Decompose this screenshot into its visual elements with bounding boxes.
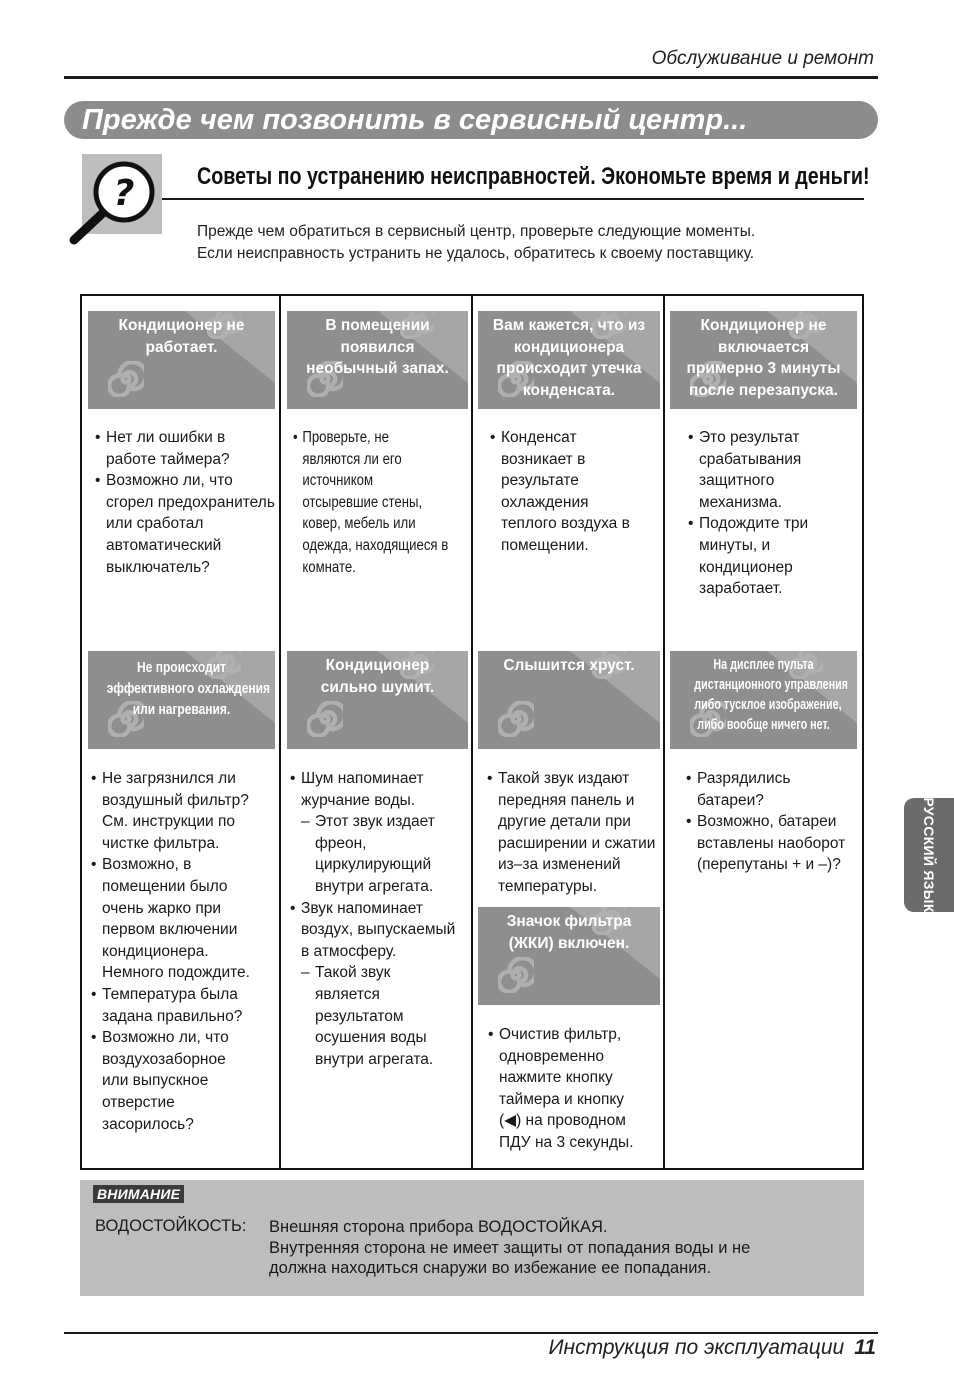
solution-line: результате <box>501 472 579 490</box>
magnifier-question-icon <box>64 158 164 248</box>
solution-line: вставлены наоборот <box>697 834 846 852</box>
solution-line: в атмосферу. <box>301 942 397 960</box>
problem-header <box>287 651 468 749</box>
solution-line: таймера и кнопку <box>499 1090 625 1108</box>
solution-line: работе таймера? <box>106 450 230 468</box>
caution-line: Внутренняя сторона не имеет защиты от попадания воды и не <box>269 1238 751 1257</box>
solution-line: • Шум напоминает <box>301 770 424 787</box>
solution-line: • Проверьте, не <box>302 429 389 446</box>
problem-header <box>478 907 660 1005</box>
solution-line: заработает. <box>699 580 783 598</box>
solution-line: • Очистив фильтр, <box>499 1026 622 1043</box>
solution-list <box>91 768 250 1135</box>
solution-line: ковер, мебель или <box>302 515 416 533</box>
caution-text <box>269 1217 750 1279</box>
problem-title-line: В помещении <box>325 317 430 334</box>
solution-line: воздухозаборное <box>102 1050 226 1068</box>
spiral-icon <box>498 957 534 993</box>
solution-line: внутри агрегата. <box>315 877 434 895</box>
solution-list <box>488 1024 634 1154</box>
solution-line: или сработал <box>106 515 204 533</box>
solution-line: внутри агрегата. <box>315 1050 434 1068</box>
solution-line: • Нет ли ошибки в <box>106 429 226 446</box>
solution-item <box>95 427 275 470</box>
solution-list <box>688 427 808 600</box>
solution-line: первом включении <box>102 921 238 939</box>
solution-line: теплого воздуха в <box>501 515 630 533</box>
solution-item <box>91 768 250 854</box>
problem-title-line: Кондиционер <box>325 657 430 674</box>
problem-title-line: Не происходит <box>137 659 226 676</box>
solution-line: циркулирующий <box>315 856 432 874</box>
subtitle-divider <box>162 198 864 200</box>
solution-line: автоматический <box>106 536 222 554</box>
problem-title <box>694 651 848 735</box>
dash-marker: – <box>301 964 310 982</box>
solution-line: передняя панель и <box>498 791 635 809</box>
problem-title-line: Вам кажется, что из <box>492 317 646 334</box>
problem-title-line: Кондиционер не <box>700 317 827 334</box>
problem-header <box>670 651 857 749</box>
solution-line: • Звук напоминает <box>301 899 423 917</box>
problem-title <box>478 651 660 677</box>
solution-list <box>686 768 845 876</box>
caution-box <box>80 1180 864 1296</box>
svg-text:?: ? <box>113 173 135 214</box>
solution-line: другие детали при <box>498 813 631 831</box>
solution-line: • Конденсат <box>501 429 577 446</box>
solution-line: одновременно <box>499 1047 604 1065</box>
solution-list <box>487 768 655 898</box>
solution-line: очень жарко при <box>102 899 222 917</box>
problem-header <box>88 651 275 749</box>
solution-item <box>290 768 455 898</box>
problem-title-line: кондиционера <box>513 338 625 356</box>
solution-line: • Такой звук издают <box>498 770 630 787</box>
caution-line: должна находиться снаружи во избежание ее попадания. <box>269 1259 712 1277</box>
solution-line: помещении было <box>102 877 228 895</box>
solution-line: температуры. <box>498 877 598 895</box>
solution-line: из–за изменений <box>498 856 621 874</box>
problem-title <box>88 311 275 358</box>
solution-line: защитного <box>699 472 775 490</box>
solution-line: минуты, и <box>699 536 771 554</box>
intro-line: Прежде чем обратиться в сервисный центр, проверьте следующие моменты. <box>197 223 756 240</box>
page-title: Прежде чем позвонить в сервисный центр... <box>82 104 748 136</box>
section-label: Обслуживание и ремонт <box>651 48 874 69</box>
solution-line: Немного подождите. <box>102 964 250 982</box>
problem-title-line: включается <box>717 338 810 356</box>
solution-line: (◀) на проводном <box>499 1112 626 1130</box>
solution-item <box>95 470 275 578</box>
solution-line: помещении. <box>501 536 589 554</box>
solution-item <box>91 1027 250 1135</box>
solution-line: отверстие <box>102 1093 175 1111</box>
problem-title <box>478 907 660 954</box>
problem-title-line: Слышится хруст. <box>503 657 635 674</box>
solution-item <box>686 811 845 876</box>
problem-title-line: либо вообще ничего нет. <box>697 717 830 733</box>
problem-title-line: работает. <box>145 338 218 356</box>
solution-line: воздух, выпускаемый <box>301 921 456 939</box>
problem-header <box>478 651 660 749</box>
solution-line: засорилось? <box>102 1115 194 1133</box>
solution-line: • Это результат <box>699 429 800 446</box>
magnifier-question-icon-box <box>82 154 162 234</box>
footer-text: Инструкция по эксплуатации <box>548 1336 845 1359</box>
problem-header <box>287 311 468 409</box>
solution-line: нажмите кнопку <box>499 1069 613 1087</box>
solution-line: источником <box>302 472 374 490</box>
page-number: 11 <box>854 1336 876 1359</box>
solution-line: (перепутаны + и –)? <box>697 856 841 874</box>
solution-line: • Температура была <box>102 985 238 1003</box>
column-divider <box>663 294 665 1170</box>
problem-title-line: Значок фильтра <box>506 913 632 930</box>
solution-line: одежда, находящиеся в <box>302 536 449 554</box>
problem-title-line: либо тусклое изображение, <box>694 697 842 713</box>
solution-line: результатом <box>315 1007 404 1025</box>
problem-title-line: (ЖКИ) включен. <box>508 934 630 952</box>
solution-list <box>293 427 448 578</box>
solution-line: отсыревшие стены, <box>302 493 423 511</box>
solution-item <box>91 984 250 1027</box>
solution-line: срабатывания <box>699 450 802 468</box>
solution-line: журчание воды. <box>301 791 416 809</box>
solution-item <box>686 768 845 811</box>
solution-line: • Возможно, в <box>102 856 192 874</box>
problem-title-line: примерно 3 минуты <box>686 360 841 377</box>
solution-line: • Подождите три <box>699 515 809 533</box>
subtitle: Советы по устранению неисправностей. Экономьте время и деньги! <box>197 163 870 190</box>
top-divider <box>64 76 878 79</box>
problem-title-line: после перезапуска. <box>689 381 838 399</box>
page-title-bar <box>64 101 878 139</box>
solution-line: • Возможно ли, что <box>102 1029 229 1047</box>
problem-title <box>670 311 857 401</box>
problem-title-line: дистанционного управления <box>694 677 848 693</box>
solution-line: • Разрядились <box>697 770 791 787</box>
dash-marker: – <box>301 813 310 831</box>
solution-line: ПДУ на 3 секунды. <box>499 1133 634 1151</box>
solution-item <box>688 427 808 513</box>
solution-line: воздушный фильтр? <box>102 791 249 809</box>
solution-subitem <box>301 811 455 897</box>
solution-line: сгорел предохранитель <box>106 493 275 511</box>
caution-line: Внешняя сторона прибора ВОДОСТОЙКАЯ. <box>269 1218 608 1236</box>
solution-item <box>290 898 455 1071</box>
solution-item <box>91 854 250 984</box>
solution-line: батареи? <box>697 791 764 809</box>
solution-line: охлаждения <box>501 493 589 511</box>
problem-title-line: необычный запах. <box>306 360 449 377</box>
problem-title-line: появился <box>340 338 415 356</box>
page-footer <box>548 1336 876 1360</box>
spiral-icon <box>108 361 144 397</box>
solution-line: комнате. <box>302 558 356 576</box>
spiral-icon <box>307 701 343 737</box>
column-divider <box>279 294 281 1170</box>
solution-line: • Возможно ли, что <box>106 472 233 490</box>
intro-line: Если неисправность устранить не удалось, обратитесь к своему поставщику. <box>197 245 755 262</box>
caution-tag: ВНИМАНИЕ <box>93 1185 184 1203</box>
solution-line: расширении и сжатии <box>498 834 656 852</box>
problem-title-line: На дисплее пульта <box>713 657 814 673</box>
solution-line: чистке фильтра. <box>102 834 220 852</box>
solution-line: кондиционера. <box>102 942 209 960</box>
solution-list <box>95 427 275 578</box>
problem-title-line: или нагревания. <box>132 701 231 718</box>
problem-header <box>478 311 660 409</box>
problem-title-line: конденсата. <box>522 381 616 399</box>
solution-line: являются ли его <box>302 450 402 468</box>
problem-title-line: эффективного охлаждения <box>106 680 270 697</box>
solution-list <box>290 768 455 1070</box>
spiral-icon <box>498 701 534 737</box>
problem-title <box>287 651 468 698</box>
solution-line: См. инструкции по <box>102 813 236 831</box>
intro-text <box>197 221 755 265</box>
problem-title-line: происходит утечка <box>496 360 642 377</box>
solution-item <box>293 427 448 578</box>
problem-title-line: сильно шумит. <box>320 678 435 696</box>
caution-label: ВОДОСТОЙКОСТЬ: <box>95 1217 247 1235</box>
column-divider <box>471 294 473 1170</box>
solution-line: выключатель? <box>106 558 210 576</box>
problem-header <box>88 311 275 409</box>
language-tab <box>904 798 954 912</box>
solution-item <box>487 768 655 898</box>
solution-subitem <box>301 962 455 1070</box>
solution-line: • Возможно, батареи <box>697 813 837 831</box>
solution-list <box>490 427 630 557</box>
solution-line: возникает в <box>501 450 586 468</box>
problem-title-line: Кондиционер не <box>118 317 245 334</box>
problem-title <box>478 311 660 401</box>
solution-item <box>488 1024 634 1154</box>
language-tab-label: РУССКИЙ ЯЗЫК <box>921 797 937 913</box>
solution-item <box>688 513 808 599</box>
solution-item <box>490 427 630 557</box>
solution-line: Такой звук <box>315 964 391 982</box>
solution-line: фреон, <box>315 834 367 852</box>
problem-title <box>106 651 270 720</box>
bottom-divider <box>64 1332 878 1334</box>
solution-line: кондиционер <box>699 558 793 576</box>
solution-line: Этот звук издает <box>315 813 435 831</box>
solution-line: или выпускное <box>102 1072 209 1090</box>
solution-line: осушения воды <box>315 1029 427 1047</box>
problem-header <box>670 311 857 409</box>
solution-line: механизма. <box>699 493 783 511</box>
problem-title <box>287 311 468 380</box>
solution-line: является <box>315 985 380 1003</box>
solution-line: • Не загрязнился ли <box>102 770 236 787</box>
solution-line: задана правильно? <box>102 1007 243 1025</box>
